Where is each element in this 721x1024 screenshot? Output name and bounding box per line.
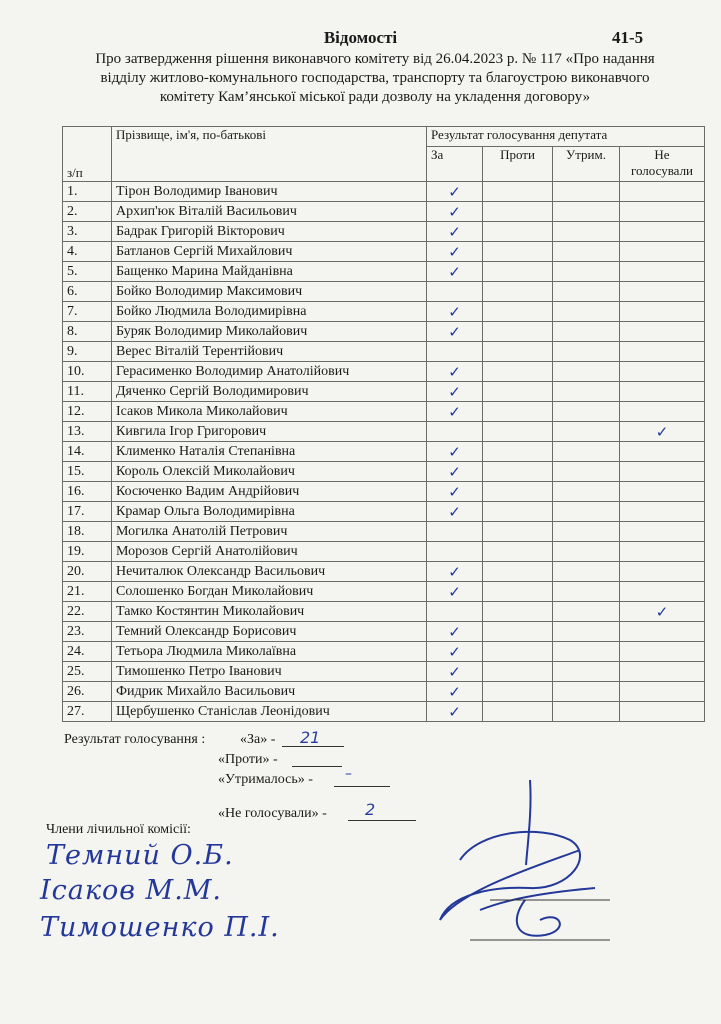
- vote-proty-cell: [483, 622, 553, 642]
- vote-za-cell: [427, 262, 483, 282]
- vote-proty-cell: [483, 342, 553, 362]
- deputy-name: Верес Віталій Терентійович: [112, 342, 427, 362]
- row-number: 3.: [63, 222, 112, 242]
- vote-ne-cell: [620, 542, 705, 562]
- row-number: 7.: [63, 302, 112, 322]
- vote-za-cell: [427, 682, 483, 702]
- result-za-line: [282, 746, 344, 747]
- vote-za-cell: [427, 362, 483, 382]
- check-mark-icon: ✓: [448, 702, 461, 721]
- row-number: 22.: [63, 602, 112, 622]
- vote-za-cell: [427, 622, 483, 642]
- row-number: 8.: [63, 322, 112, 342]
- vote-za-cell: [427, 342, 483, 362]
- table-row: [63, 342, 705, 362]
- table-row: [63, 382, 705, 402]
- vote-ne-cell: [620, 362, 705, 382]
- vote-utrym-cell: [553, 282, 620, 302]
- vote-utrym-cell: [553, 502, 620, 522]
- vote-za-cell: [427, 422, 483, 442]
- vote-proty-cell: [483, 242, 553, 262]
- vote-utrym-cell: [553, 322, 620, 342]
- vote-ne-cell: [620, 682, 705, 702]
- deputy-name: Тамко Костянтин Миколайович: [112, 602, 427, 622]
- vote-utrym-cell: [553, 222, 620, 242]
- vote-ne-cell: [620, 422, 705, 442]
- result-utrym-value: –: [345, 766, 352, 782]
- vote-za-cell: [427, 282, 483, 302]
- result-proty-line: [292, 766, 342, 767]
- vote-za-cell: [427, 462, 483, 482]
- vote-ne-cell: [620, 622, 705, 642]
- vote-proty-cell: [483, 302, 553, 322]
- vote-ne-cell: [620, 242, 705, 262]
- deputy-name: Тимошенко Петро Іванович: [112, 662, 427, 682]
- deputy-name: Буряк Володимир Миколайович: [112, 322, 427, 342]
- result-utrym-line: [334, 786, 390, 787]
- check-mark-icon: ✓: [448, 482, 461, 501]
- check-mark-icon: ✓: [448, 202, 461, 221]
- deputy-name: Тірон Володимир Іванович: [112, 182, 427, 202]
- row-number: 16.: [63, 482, 112, 502]
- deputy-name: Морозов Сергій Анатолійович: [112, 542, 427, 562]
- deputy-name: Бойко Володимир Максимович: [112, 282, 427, 302]
- check-mark-icon: ✓: [448, 582, 461, 601]
- deputy-name: Герасименко Володимир Анатолійович: [112, 362, 427, 382]
- document-title: Відомості: [323, 28, 398, 47]
- check-mark-icon: ✓: [448, 442, 461, 461]
- vote-ne-cell: [620, 502, 705, 522]
- vote-utrym-cell: [553, 382, 620, 402]
- vote-utrym-cell: [553, 202, 620, 222]
- check-mark-icon: ✓: [448, 642, 461, 661]
- vote-ne-cell: [620, 222, 705, 242]
- vote-proty-cell: [483, 682, 553, 702]
- vote-proty-cell: [483, 182, 553, 202]
- row-number: 19.: [63, 542, 112, 562]
- table-row: [63, 602, 705, 622]
- vote-ne-cell: [620, 322, 705, 342]
- vote-ne-cell: [620, 702, 705, 722]
- row-number: 9.: [63, 342, 112, 362]
- check-mark-icon: ✓: [448, 242, 461, 261]
- vote-za-cell: [427, 442, 483, 462]
- deputy-name: Бащенко Марина Майданівна: [112, 262, 427, 282]
- vote-za-cell: [427, 642, 483, 662]
- vote-za-cell: [427, 242, 483, 262]
- row-number: 10.: [63, 362, 112, 382]
- deputy-name: Кивгила Ігор Григорович: [112, 422, 427, 442]
- deputy-name: Ісаков Микола Миколайович: [112, 402, 427, 422]
- row-number: 21.: [63, 582, 112, 602]
- table-row: [63, 402, 705, 422]
- vote-za-cell: [427, 542, 483, 562]
- vote-za-cell: [427, 382, 483, 402]
- check-mark-icon: ✓: [448, 622, 461, 641]
- deputy-name: Дяченко Сергій Володимирович: [112, 382, 427, 402]
- vote-ne-cell: [620, 282, 705, 302]
- vote-ne-cell: [620, 462, 705, 482]
- check-mark-icon: ✓: [448, 462, 461, 481]
- table-row: [63, 422, 705, 442]
- vote-utrym-cell: [553, 602, 620, 622]
- row-number: 23.: [63, 622, 112, 642]
- vote-ne-cell: [620, 382, 705, 402]
- vote-proty-cell: [483, 702, 553, 722]
- table-row: [63, 362, 705, 382]
- vote-ne-cell: [620, 302, 705, 322]
- table-row: [63, 302, 705, 322]
- vote-proty-cell: [483, 442, 553, 462]
- vote-ne-cell: [620, 342, 705, 362]
- col-name-header: Прізвище, ім'я, по-батькові: [112, 127, 427, 182]
- check-mark-icon: ✓: [448, 322, 461, 341]
- result-ne-value: 2: [365, 800, 376, 819]
- row-number: 14.: [63, 442, 112, 462]
- row-number: 4.: [63, 242, 112, 262]
- vote-ne-cell: [620, 442, 705, 462]
- vote-utrym-cell: [553, 522, 620, 542]
- vote-za-cell: [427, 602, 483, 622]
- row-number: 15.: [63, 462, 112, 482]
- deputy-name: Фидрик Михайло Васильович: [112, 682, 427, 702]
- vote-ne-cell: [620, 642, 705, 662]
- row-number: 26.: [63, 682, 112, 702]
- vote-utrym-cell: [553, 242, 620, 262]
- document-subtitle: Про затвердження рішення виконавчого комітету від 26.04.2023 р. № 117 «Про надання відділу житлово-комунального господарства, транспорту та благоустрою виконавчого комітету Кам’янської міської ради дозволу на укладення договору»: [95, 51, 655, 105]
- vote-proty-cell: [483, 522, 553, 542]
- vote-ne-cell: [620, 562, 705, 582]
- vote-utrym-cell: [553, 462, 620, 482]
- vote-ne-cell: [620, 602, 705, 622]
- vote-za-cell: [427, 302, 483, 322]
- vote-utrym-cell: [553, 562, 620, 582]
- row-number: 24.: [63, 642, 112, 662]
- vote-utrym-cell: [553, 482, 620, 502]
- table-row: [63, 522, 705, 542]
- row-number: 6.: [63, 282, 112, 302]
- vote-proty-cell: [483, 362, 553, 382]
- vote-ne-cell: [620, 402, 705, 422]
- vote-proty-cell: [483, 202, 553, 222]
- vote-za-cell: [427, 482, 483, 502]
- result-za-label: «За» -: [240, 732, 276, 747]
- table-row: [63, 282, 705, 302]
- vote-za-cell: [427, 182, 483, 202]
- vote-utrym-cell: [553, 402, 620, 422]
- deputy-name: Бадрак Григорій Вікторович: [112, 222, 427, 242]
- voting-table: [62, 126, 705, 722]
- vote-utrym-cell: [553, 662, 620, 682]
- deputy-name: Крамар Ольга Володимирівна: [112, 502, 427, 522]
- deputy-name: Солошенко Богдан Миколайович: [112, 582, 427, 602]
- vote-proty-cell: [483, 582, 553, 602]
- deputy-name: Темний Олександр Борисович: [112, 622, 427, 642]
- check-mark-icon: ✓: [448, 182, 461, 201]
- result-proty-label: «Проти» -: [218, 752, 278, 767]
- vote-za-cell: [427, 322, 483, 342]
- deputy-name: Король Олексій Миколайович: [112, 462, 427, 482]
- result-za-value: 21: [300, 728, 321, 747]
- table-row: [63, 262, 705, 282]
- table-row: [63, 462, 705, 482]
- vote-za-cell: [427, 402, 483, 422]
- vote-utrym-cell: [553, 262, 620, 282]
- check-mark-icon: ✓: [448, 222, 461, 241]
- vote-utrym-cell: [553, 622, 620, 642]
- row-number: 11.: [63, 382, 112, 402]
- deputy-name: Могилка Анатолій Петрович: [112, 522, 427, 542]
- table-row: [63, 482, 705, 502]
- result-ne-line: [348, 820, 416, 821]
- table-row: [63, 222, 705, 242]
- vote-proty-cell: [483, 262, 553, 282]
- table-row: [63, 182, 705, 202]
- table-row: [63, 582, 705, 602]
- vote-proty-cell: [483, 282, 553, 302]
- table-row: [63, 562, 705, 582]
- table-row: [63, 502, 705, 522]
- commission-signature-3: Тимошенко П.І.: [40, 912, 280, 943]
- vote-utrym-cell: [553, 182, 620, 202]
- vote-utrym-cell: [553, 682, 620, 702]
- vote-ne-cell: [620, 202, 705, 222]
- commission-signature-1: Темний О.Б.: [46, 840, 234, 871]
- vote-utrym-cell: [553, 422, 620, 442]
- table-row: [63, 662, 705, 682]
- vote-proty-cell: [483, 502, 553, 522]
- vote-proty-cell: [483, 462, 553, 482]
- chairman-signature: [420, 770, 620, 950]
- vote-za-cell: [427, 502, 483, 522]
- vote-proty-cell: [483, 642, 553, 662]
- table-row: [63, 642, 705, 662]
- deputy-name: Тетьора Людмила Миколаївна: [112, 642, 427, 662]
- check-mark-icon: ✓: [448, 402, 461, 421]
- vote-proty-cell: [483, 562, 553, 582]
- deputy-name: Батланов Сергій Михайлович: [112, 242, 427, 262]
- check-mark-icon: ✓: [448, 362, 461, 381]
- table-row: [63, 542, 705, 562]
- deputy-name: Нечиталюк Олександр Васильович: [112, 562, 427, 582]
- table-row: [63, 702, 705, 722]
- vote-za-cell: [427, 222, 483, 242]
- commission-label: Члени лічильної комісії:: [46, 822, 191, 837]
- col-result-header: Результат голосування депутата: [427, 127, 705, 147]
- vote-proty-cell: [483, 482, 553, 502]
- vote-ne-cell: [620, 522, 705, 542]
- col-proty-header: Проти: [483, 147, 553, 182]
- check-mark-icon: ✓: [655, 602, 669, 621]
- row-number: 25.: [63, 662, 112, 682]
- table-row: [63, 242, 705, 262]
- vote-utrym-cell: [553, 642, 620, 662]
- vote-za-cell: [427, 582, 483, 602]
- table-row: [63, 202, 705, 222]
- vote-za-cell: [427, 562, 483, 582]
- vote-utrym-cell: [553, 362, 620, 382]
- deputy-name: Щербушенко Станіслав Леонідович: [112, 702, 427, 722]
- vote-proty-cell: [483, 322, 553, 342]
- vote-za-cell: [427, 522, 483, 542]
- row-number: 27.: [63, 702, 112, 722]
- vote-proty-cell: [483, 422, 553, 442]
- document-number: 41-5: [612, 28, 644, 47]
- check-mark-icon: ✓: [448, 302, 461, 321]
- vote-za-cell: [427, 202, 483, 222]
- vote-utrym-cell: [553, 702, 620, 722]
- check-mark-icon: ✓: [448, 502, 461, 521]
- table-row: [63, 442, 705, 462]
- vote-proty-cell: [483, 402, 553, 422]
- vote-utrym-cell: [553, 442, 620, 462]
- row-number: 1.: [63, 182, 112, 202]
- vote-utrym-cell: [553, 582, 620, 602]
- vote-proty-cell: [483, 662, 553, 682]
- result-ne-label: «Не голосували» -: [218, 806, 327, 821]
- vote-za-cell: [427, 702, 483, 722]
- vote-ne-cell: [620, 482, 705, 502]
- check-mark-icon: ✓: [448, 682, 461, 701]
- result-utrym-label: «Утрималось» -: [218, 772, 313, 787]
- row-number: 17.: [63, 502, 112, 522]
- row-number: 20.: [63, 562, 112, 582]
- commission-signature-2: Ісаков М.М.: [40, 875, 223, 906]
- table-row: [63, 322, 705, 342]
- vote-ne-cell: [620, 662, 705, 682]
- vote-utrym-cell: [553, 542, 620, 562]
- vote-proty-cell: [483, 602, 553, 622]
- row-number: 12.: [63, 402, 112, 422]
- row-number: 2.: [63, 202, 112, 222]
- vote-ne-cell: [620, 182, 705, 202]
- check-mark-icon: ✓: [655, 422, 669, 441]
- vote-ne-cell: [620, 582, 705, 602]
- col-number-header: з/п: [63, 127, 112, 182]
- deputy-name: Клименко Наталія Степанівна: [112, 442, 427, 462]
- vote-utrym-cell: [553, 342, 620, 362]
- vote-proty-cell: [483, 382, 553, 402]
- deputy-name: Архип'юк Віталій Васильович: [112, 202, 427, 222]
- check-mark-icon: ✓: [448, 262, 461, 281]
- vote-proty-cell: [483, 542, 553, 562]
- table-row: [63, 682, 705, 702]
- col-utrym-header: Утрим.: [553, 147, 620, 182]
- table-row: [63, 622, 705, 642]
- result-label: Результат голосування :: [64, 732, 206, 747]
- vote-proty-cell: [483, 222, 553, 242]
- col-ne-header: Не голосували: [620, 147, 705, 182]
- check-mark-icon: ✓: [448, 562, 461, 581]
- deputy-name: Косюченко Вадим Андрійович: [112, 482, 427, 502]
- check-mark-icon: ✓: [448, 382, 461, 401]
- check-mark-icon: ✓: [448, 662, 461, 681]
- row-number: 18.: [63, 522, 112, 542]
- deputy-name: Бойко Людмила Володимирівна: [112, 302, 427, 322]
- vote-ne-cell: [620, 262, 705, 282]
- col-za-header: За: [427, 147, 483, 182]
- vote-utrym-cell: [553, 302, 620, 322]
- row-number: 13.: [63, 422, 112, 442]
- row-number: 5.: [63, 262, 112, 282]
- vote-za-cell: [427, 662, 483, 682]
